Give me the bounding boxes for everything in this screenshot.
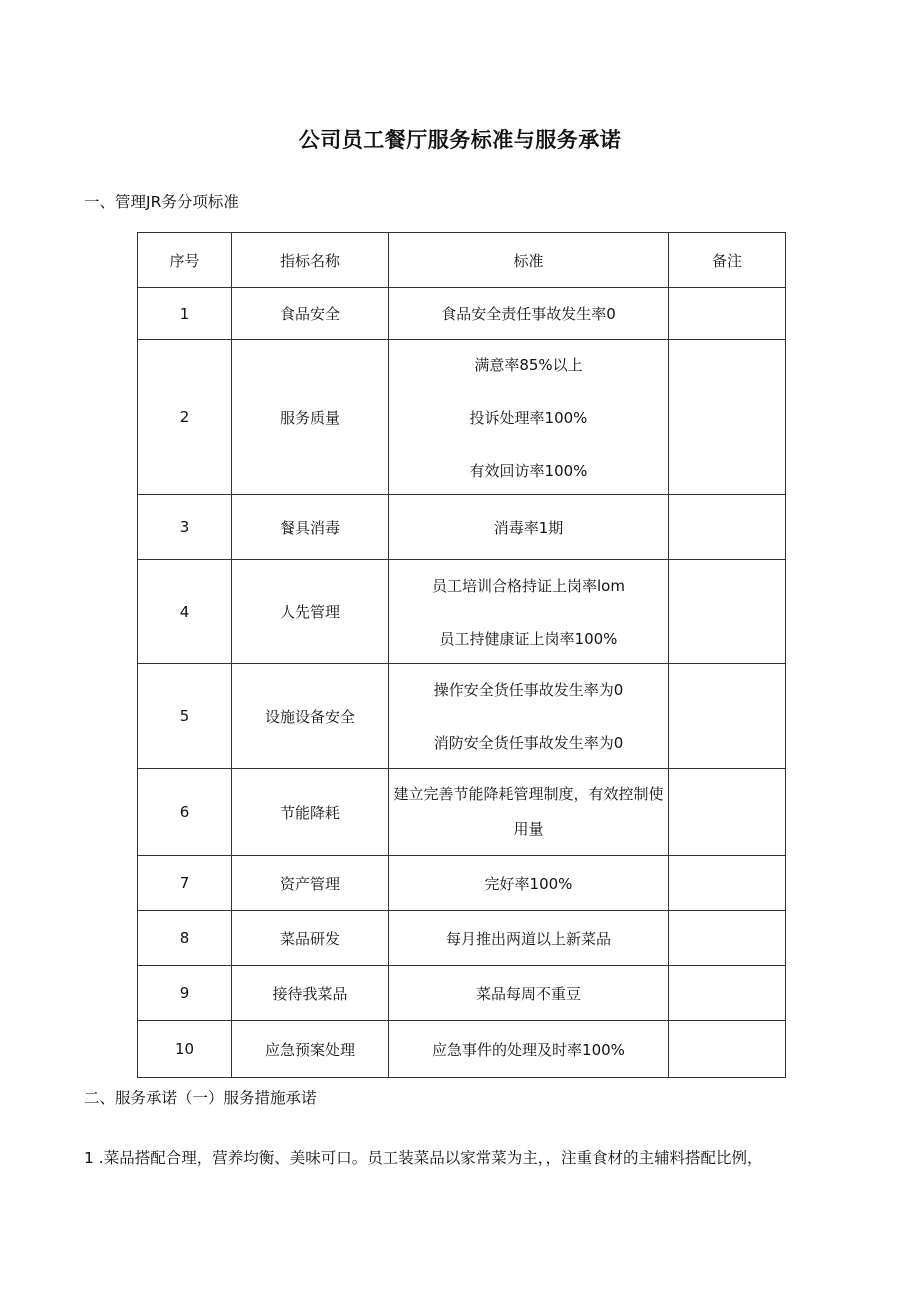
standard-line: 操作安全货任事故发生率为0 xyxy=(433,681,624,699)
table-row xyxy=(138,769,786,856)
row-note xyxy=(669,288,786,340)
row-no: 6 xyxy=(138,769,232,856)
header-standard: 标准 xyxy=(389,233,669,288)
standard-line: 食品安全责任事故发生率0 xyxy=(441,305,616,323)
section-heading-standards: 一、管理JR务分项标准 xyxy=(84,193,239,211)
row-note xyxy=(669,1021,786,1078)
row-no: 7 xyxy=(138,856,232,911)
row-no: 9 xyxy=(138,966,232,1021)
table-row xyxy=(138,856,786,911)
row-name: 资产管理 xyxy=(232,856,389,911)
row-standard xyxy=(389,769,669,856)
standard-line: 员工持健康证上岗率100% xyxy=(439,629,618,648)
table-row xyxy=(138,288,786,340)
row-name: 接待我菜品 xyxy=(232,966,389,1021)
table-row xyxy=(138,495,786,560)
row-standard xyxy=(389,1021,669,1078)
row-standard xyxy=(389,288,669,340)
row-no: 5 xyxy=(138,664,232,769)
standard-line: 有效回访率100% xyxy=(469,461,588,480)
row-no: 8 xyxy=(138,911,232,966)
standard-line: 完好率100% xyxy=(484,874,573,893)
table-row xyxy=(138,560,786,664)
table-row xyxy=(138,664,786,769)
table-row xyxy=(138,1021,786,1078)
standard-line: 建立完善节能降耗管理制度，有效控制使用量 xyxy=(393,785,664,838)
row-name: 菜品研发 xyxy=(232,911,389,966)
row-note xyxy=(669,911,786,966)
table-row xyxy=(138,911,786,966)
row-note xyxy=(669,769,786,856)
standard-line: 满意率85%以上 xyxy=(474,355,583,374)
row-note xyxy=(669,560,786,664)
section-heading-commitment: 二、服务承诺（一）服务措施承诺 xyxy=(84,1089,317,1107)
row-standard xyxy=(389,495,669,560)
row-name: 餐具消毒 xyxy=(232,495,389,560)
row-standard xyxy=(389,664,669,769)
row-note xyxy=(669,856,786,911)
standard-line: 应急事件的处理及时率100% xyxy=(432,1040,625,1059)
row-no: 10 xyxy=(138,1021,232,1078)
table-header-row xyxy=(138,233,786,288)
row-standard xyxy=(389,340,669,495)
row-note xyxy=(669,495,786,560)
row-name: 设施设备安全 xyxy=(232,664,389,769)
row-name: 服务质量 xyxy=(232,340,389,495)
row-name: 应急预案处理 xyxy=(232,1021,389,1078)
header-no: 序号 xyxy=(138,233,232,288)
standard-line: 菜品每周不重豆 xyxy=(475,984,581,1003)
row-note xyxy=(669,966,786,1021)
standard-line: 消毒率1期 xyxy=(493,518,564,537)
row-standard xyxy=(389,856,669,911)
table-row xyxy=(138,966,786,1021)
standards-table xyxy=(137,232,786,1078)
row-note xyxy=(669,664,786,769)
row-name: 人先管理 xyxy=(232,560,389,664)
row-standard xyxy=(389,966,669,1021)
row-no: 4 xyxy=(138,560,232,664)
standard-line: 投诉处理率100% xyxy=(469,408,588,427)
header-indicator-name: 指标名称 xyxy=(232,233,389,288)
row-no: 1 xyxy=(138,288,232,340)
standard-line: 员工培训合格持证上岗率lom xyxy=(432,576,625,595)
row-name: 食品安全 xyxy=(232,288,389,340)
row-standard xyxy=(389,911,669,966)
standard-line: 每月推出两道以上新菜品 xyxy=(445,929,611,948)
row-no: 2 xyxy=(138,340,232,495)
document-title: 公司员工餐厅服务标准与服务承诺 xyxy=(298,128,622,152)
paragraph-item-1: 1 .菜品搭配合理，营养均衡、美味可口。员工装菜品以家常菜为主，，注重食材的主辅料搭配比例， xyxy=(84,1149,763,1167)
row-no: 3 xyxy=(138,495,232,560)
row-name: 节能降耗 xyxy=(232,769,389,856)
table-row xyxy=(138,340,786,495)
standard-line: 消防安全货任事故发生率为0 xyxy=(433,734,624,752)
row-standard xyxy=(389,560,669,664)
row-note xyxy=(669,340,786,495)
header-note: 备注 xyxy=(669,233,786,288)
